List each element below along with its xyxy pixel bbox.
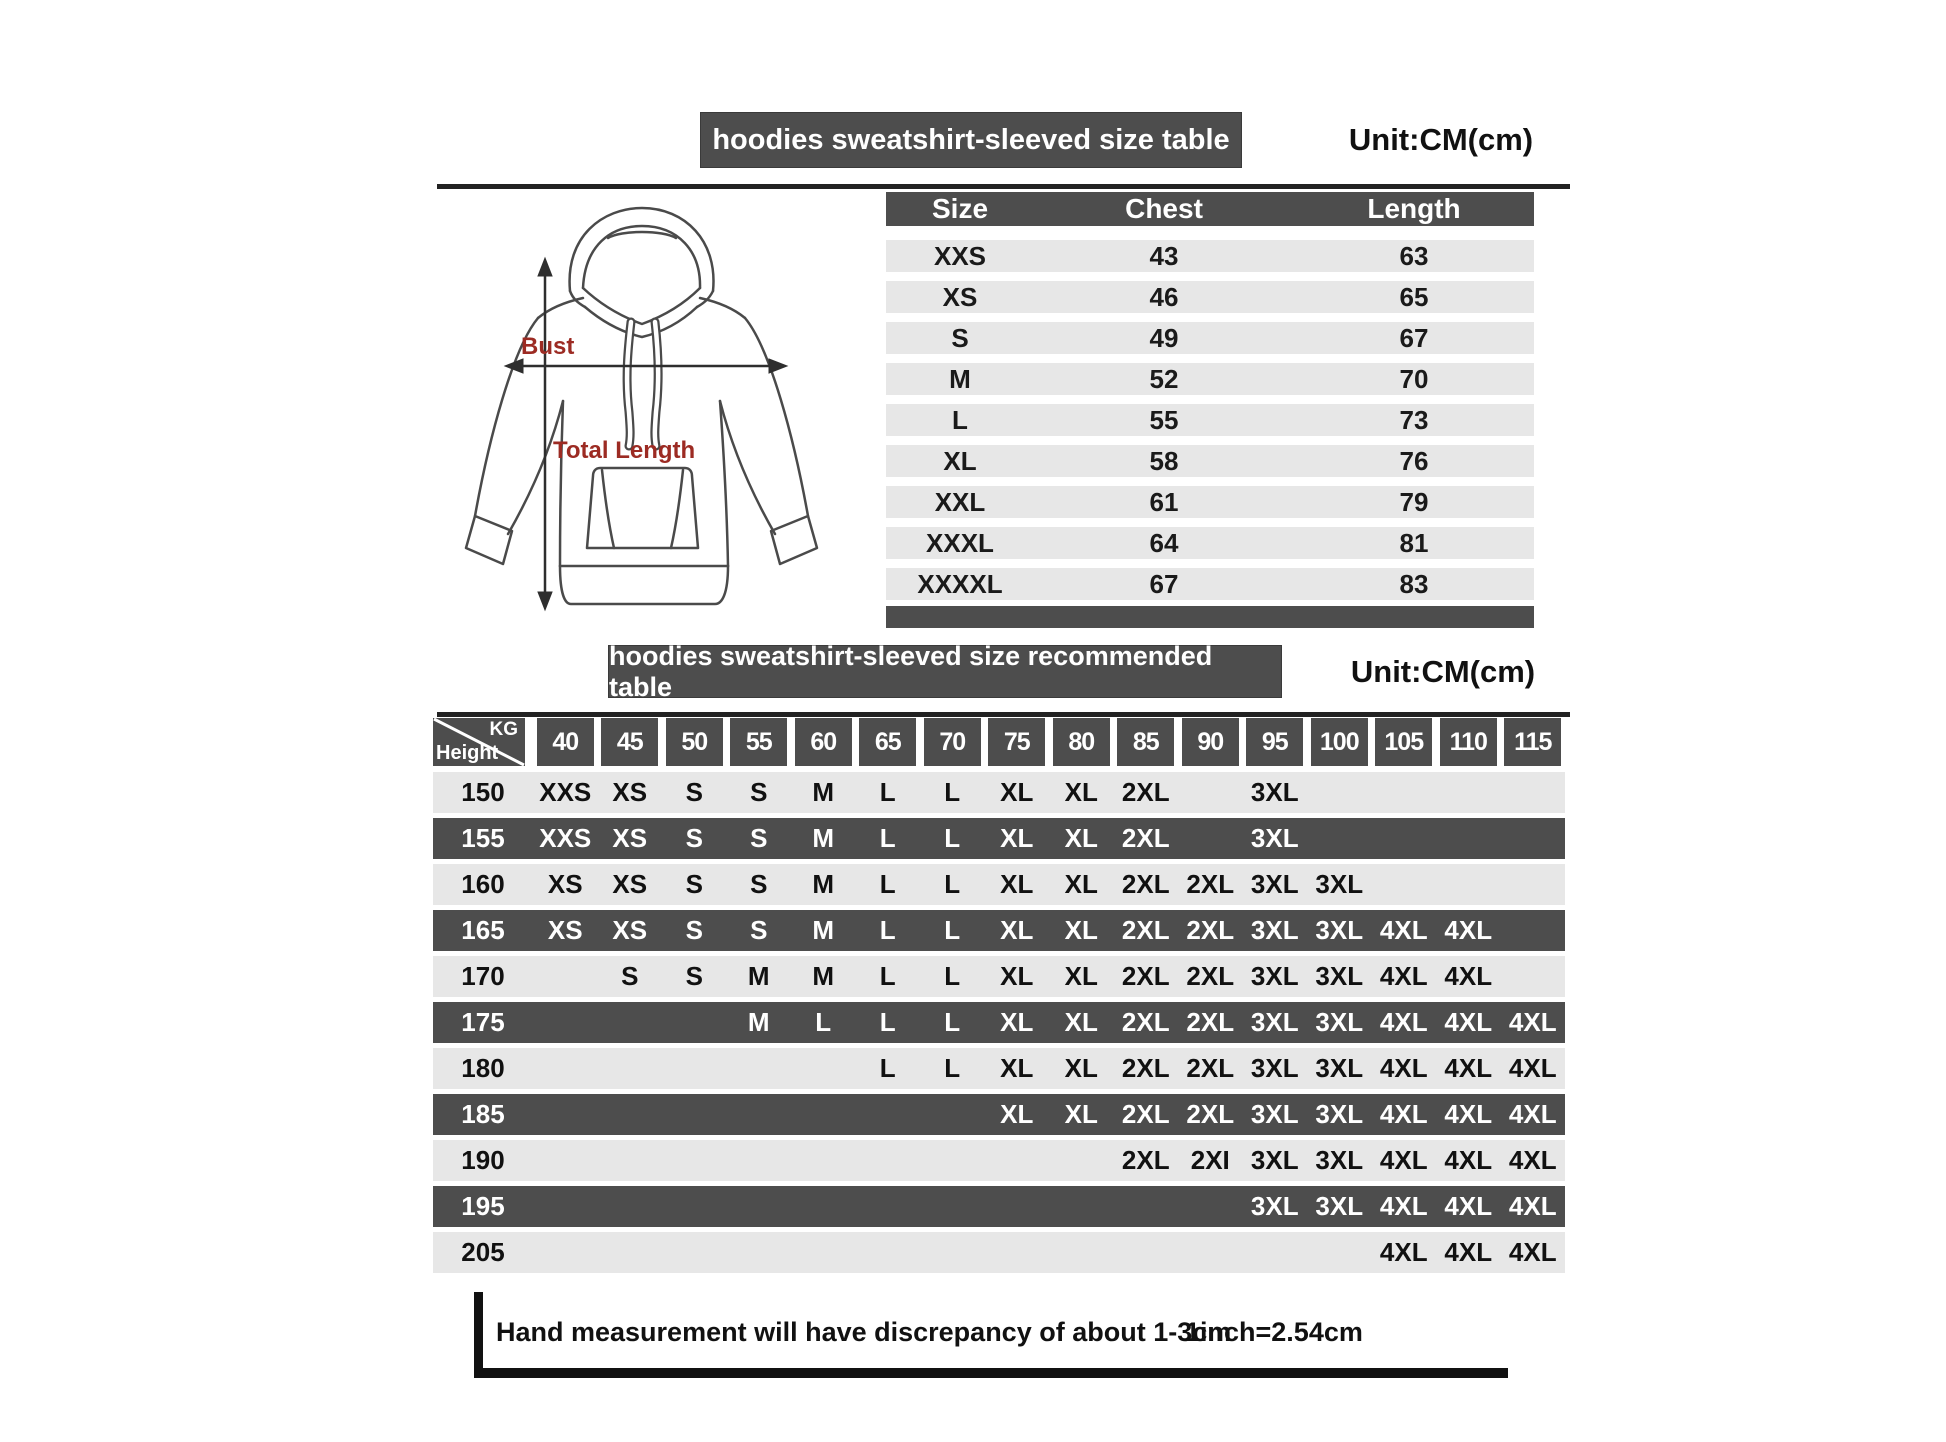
matrix-row xyxy=(433,1094,1565,1135)
recommended-size-cell: S xyxy=(685,961,703,991)
recommended-size-cell: XS xyxy=(612,869,648,899)
height-row-label: 175 xyxy=(461,1007,505,1037)
matrix-row xyxy=(433,772,1565,813)
recommended-size-cell: XL xyxy=(1064,869,1098,899)
weight-header-cell: 95 xyxy=(1246,718,1303,766)
size-cell-length: 65 xyxy=(1399,282,1429,312)
recommended-size-cell xyxy=(856,1186,921,1227)
size-cell-chest: 61 xyxy=(1149,487,1179,517)
recommended-size-cell xyxy=(1436,818,1501,859)
weight-header-cell: 110 xyxy=(1440,718,1497,766)
recommended-size-cell: 3XL xyxy=(1250,961,1299,991)
size-cell-label: XXL xyxy=(934,487,986,517)
recommended-size-cell: 3XL xyxy=(1250,869,1299,899)
size-cell-label: XXS xyxy=(933,241,987,271)
recommended-size-cell xyxy=(662,1094,727,1135)
recommended-size-cell xyxy=(662,1186,727,1227)
size-cell-chest: 46 xyxy=(1149,282,1179,312)
recommended-size-cell: 4XL xyxy=(1444,961,1493,991)
recommended-size-cell: 4XL xyxy=(1444,915,1493,945)
size-cell-label: S xyxy=(951,323,969,353)
height-row-label: 160 xyxy=(461,869,505,899)
footer-left-bar xyxy=(474,1292,483,1378)
size-cell-length: 70 xyxy=(1399,364,1429,394)
recommended-size-cell: M xyxy=(812,823,835,853)
recommended-size-cell: 3XL xyxy=(1315,1191,1364,1221)
recommended-size-cell: XL xyxy=(1064,961,1098,991)
recommended-size-cell: S xyxy=(685,915,703,945)
recommended-size-cell: 2XL xyxy=(1121,777,1170,807)
recommended-size-cell xyxy=(1178,1186,1243,1227)
size-table-header xyxy=(886,192,1534,226)
recommended-size-cell xyxy=(1307,818,1372,859)
size-cell-chest: 58 xyxy=(1149,446,1179,476)
size-table-row xyxy=(886,568,1534,600)
matrix-row xyxy=(433,1002,1565,1043)
recommended-size-cell xyxy=(791,1186,856,1227)
recommended-size-cell: XL xyxy=(1064,1053,1098,1083)
size-cell-chest: 67 xyxy=(1149,569,1179,599)
measurement-note: Hand measurement will have discrepancy of about 1-3cm xyxy=(496,1317,1232,1347)
recommended-size-cell: 3XL xyxy=(1250,1007,1299,1037)
recommended-size-cell: 3XL xyxy=(1315,915,1364,945)
recommended-size-cell xyxy=(1049,1186,1114,1227)
recommended-size-cell xyxy=(1436,864,1501,905)
recommended-size-cell: XL xyxy=(1000,1099,1034,1129)
height-row-label: 185 xyxy=(461,1099,505,1129)
recommended-size-cell: XL xyxy=(1000,961,1034,991)
recommended-size-cell: 3XL xyxy=(1250,777,1299,807)
recommended-size-cell: XS xyxy=(612,823,648,853)
recommended-size-cell xyxy=(791,1232,856,1273)
unit-label-1: Unit:CM(cm) xyxy=(1348,122,1534,157)
recommended-size-cell xyxy=(1372,818,1437,859)
recommended-size-cell xyxy=(662,1002,727,1043)
recommended-size-cell: 4XL xyxy=(1444,1237,1493,1267)
recommended-size-cell: L xyxy=(815,1007,832,1037)
size-table-title: hoodies sweatshirt-sleeved size table xyxy=(712,123,1230,156)
inch-conversion-note: 1inch=2.54cm xyxy=(1185,1317,1363,1347)
weight-header-cell: 65 xyxy=(859,718,916,766)
recommended-size-matrix xyxy=(433,718,1565,1278)
recommended-size-cell: 4XL xyxy=(1444,1007,1493,1037)
recommended-size-cell: L xyxy=(879,961,896,991)
recommended-size-cell: XL xyxy=(1064,823,1098,853)
recommended-size-cell: L xyxy=(944,823,961,853)
recommended-size-cell: XL xyxy=(1000,869,1034,899)
size-cell-length: 79 xyxy=(1399,487,1429,517)
recommended-size-cell: 3XL xyxy=(1315,961,1364,991)
recommended-size-cell xyxy=(1307,772,1372,813)
recommended-size-cell: XL xyxy=(1064,1099,1098,1129)
height-row-label: 155 xyxy=(461,823,505,853)
matrix-row xyxy=(433,1048,1565,1089)
recommended-size-cell: XS xyxy=(612,915,648,945)
recommended-size-cell: S xyxy=(750,777,768,807)
matrix-row xyxy=(433,910,1565,951)
weight-header-cell: 40 xyxy=(537,718,594,766)
recommended-size-cell: 2XL xyxy=(1186,961,1235,991)
recommended-size-cell: 2XL xyxy=(1121,1053,1170,1083)
recommended-size-cell xyxy=(1114,1186,1179,1227)
size-cell-length: 83 xyxy=(1399,569,1429,599)
height-row-label: 205 xyxy=(461,1237,505,1267)
recommended-size-cell: 3XL xyxy=(1250,823,1299,853)
recommended-size-cell: 2XL xyxy=(1186,1053,1235,1083)
recommended-size-cell: 4XL xyxy=(1379,915,1428,945)
recommended-size-cell xyxy=(791,1048,856,1089)
size-cell-chest: 64 xyxy=(1149,528,1179,558)
recommended-size-cell xyxy=(727,1048,792,1089)
recommended-size-cell: 2XL xyxy=(1121,1007,1170,1037)
recommended-size-cell: 4XL xyxy=(1379,1145,1428,1175)
recommended-size-cell: L xyxy=(879,915,896,945)
recommended-size-cell: S xyxy=(685,777,703,807)
recommended-size-cell xyxy=(727,1232,792,1273)
recommended-size-cell: M xyxy=(812,915,835,945)
recommended-size-cell: S xyxy=(750,823,768,853)
recommended-size-cell xyxy=(856,1094,921,1135)
recommended-size-cell xyxy=(920,1232,985,1273)
size-cell-length: 76 xyxy=(1399,446,1429,476)
recommended-size-cell: L xyxy=(879,777,896,807)
height-row-label: 195 xyxy=(461,1191,505,1221)
recommended-size-cell xyxy=(1178,818,1243,859)
recommended-size-cell xyxy=(1243,1232,1308,1273)
matrix-header-row xyxy=(433,718,1565,766)
recommended-table-title: hoodies sweatshirt-sleeved size recommended table xyxy=(609,640,1213,702)
weight-header-cell: 70 xyxy=(924,718,981,766)
weight-header-cell: 45 xyxy=(601,718,658,766)
recommended-size-cell xyxy=(727,1094,792,1135)
recommended-size-cell: 3XL xyxy=(1250,1053,1299,1083)
size-cell-label: XL xyxy=(943,446,977,476)
recommended-size-cell xyxy=(985,1140,1050,1181)
recommended-size-cell: XL xyxy=(1000,1007,1034,1037)
size-table-row xyxy=(886,322,1534,354)
size-cell-chest: 43 xyxy=(1149,241,1179,271)
hoodie-outline xyxy=(466,208,817,604)
weight-header-cell: 60 xyxy=(795,718,852,766)
drawstrings xyxy=(627,322,658,446)
matrix-row xyxy=(433,1232,1565,1273)
height-corner-label: Height xyxy=(436,742,499,764)
weight-header-cell: 50 xyxy=(666,718,723,766)
recommended-size-cell: 4XL xyxy=(1379,1053,1428,1083)
recommended-size-cell xyxy=(727,1186,792,1227)
size-table-title-bar xyxy=(700,112,1242,168)
recommended-size-cell: 4XL xyxy=(1379,1099,1428,1129)
column-header-chest: Chest xyxy=(1125,193,1203,224)
recommended-size-cell: L xyxy=(879,1053,896,1083)
size-table-row xyxy=(886,240,1534,272)
bust-arrow xyxy=(505,359,787,373)
recommended-size-cell: 2XL xyxy=(1121,869,1170,899)
divider-2 xyxy=(437,712,1570,717)
recommended-size-cell xyxy=(1178,772,1243,813)
size-table-footer-bar xyxy=(886,606,1534,628)
recommended-size-cell xyxy=(1307,1232,1372,1273)
recommended-size-cell: 4XL xyxy=(1508,1099,1557,1129)
recommended-size-cell: S xyxy=(750,869,768,899)
height-row-label: 150 xyxy=(461,777,505,807)
recommended-size-cell: XXS xyxy=(539,777,592,807)
recommended-size-cell: 4XL xyxy=(1508,1237,1557,1267)
recommended-size-cell: 4XL xyxy=(1379,1007,1428,1037)
recommended-size-cell xyxy=(1436,772,1501,813)
recommended-size-cell: S xyxy=(685,823,703,853)
recommended-size-cell: 3XL xyxy=(1315,1007,1364,1037)
weight-header-cell: 75 xyxy=(988,718,1045,766)
recommended-size-cell xyxy=(1372,772,1437,813)
recommended-size-cell xyxy=(1049,1140,1114,1181)
size-cell-chest: 55 xyxy=(1149,405,1179,435)
recommended-size-cell xyxy=(920,1140,985,1181)
recommended-size-cell: XXS xyxy=(539,823,592,853)
recommended-size-cell xyxy=(662,1140,727,1181)
recommended-size-cell: S xyxy=(750,915,768,945)
recommended-size-cell xyxy=(598,1094,663,1135)
recommended-size-cell xyxy=(533,1186,598,1227)
total-length-label: Total Length xyxy=(553,437,696,464)
recommended-size-cell xyxy=(985,1232,1050,1273)
size-table-row xyxy=(886,527,1534,559)
size-cell-label: L xyxy=(952,405,968,435)
size-table-rows xyxy=(886,240,1534,609)
column-header-length: Length xyxy=(1367,193,1461,224)
divider-1 xyxy=(437,184,1570,189)
recommended-size-cell: S xyxy=(685,869,703,899)
recommended-size-cell xyxy=(533,1232,598,1273)
recommended-size-cell: L xyxy=(879,823,896,853)
recommended-size-cell: M xyxy=(747,1007,770,1037)
height-row-label: 170 xyxy=(461,961,505,991)
recommended-size-cell xyxy=(662,1232,727,1273)
recommended-size-cell: 2XL xyxy=(1186,1099,1235,1129)
recommended-size-cell xyxy=(662,1048,727,1089)
size-table-row xyxy=(886,404,1534,436)
recommended-size-cell: L xyxy=(944,777,961,807)
recommended-size-cell xyxy=(1501,864,1566,905)
recommended-size-cell: L xyxy=(944,915,961,945)
recommended-size-cell: 3XL xyxy=(1315,1145,1364,1175)
recommended-size-cell: 3XL xyxy=(1315,1099,1364,1129)
recommended-size-cell: 3XL xyxy=(1250,1191,1299,1221)
recommended-size-cell: 2XL xyxy=(1121,961,1170,991)
recommended-table-title-bar xyxy=(608,640,1282,702)
recommended-size-cell: M xyxy=(747,961,770,991)
matrix-rows xyxy=(433,772,1565,1278)
kg-corner-label: KG xyxy=(489,719,518,740)
recommended-size-cell: L xyxy=(944,869,961,899)
recommended-size-cell: XS xyxy=(612,777,648,807)
recommended-size-cell xyxy=(1501,818,1566,859)
recommended-size-cell: L xyxy=(944,1053,961,1083)
recommended-size-cell: XL xyxy=(1000,777,1034,807)
recommended-size-cell xyxy=(533,1140,598,1181)
recommended-size-cell: 4XL xyxy=(1379,961,1428,991)
weight-header-cell: 55 xyxy=(730,718,787,766)
recommended-size-cell: XS xyxy=(547,915,583,945)
recommended-size-cell: 2XL xyxy=(1121,1145,1170,1175)
recommended-size-cell xyxy=(791,1140,856,1181)
recommended-size-cell: 4XL xyxy=(1508,1053,1557,1083)
recommended-size-cell xyxy=(920,1094,985,1135)
recommended-size-cell xyxy=(791,1094,856,1135)
matrix-row xyxy=(433,1140,1565,1181)
recommended-size-cell: XL xyxy=(1064,1007,1098,1037)
recommended-size-cell: 2XL xyxy=(1121,1099,1170,1129)
recommended-size-cell: 4XL xyxy=(1508,1145,1557,1175)
recommended-size-cell xyxy=(1501,956,1566,997)
recommended-size-cell: 2XL xyxy=(1121,823,1170,853)
size-cell-label: XXXXL xyxy=(917,569,1003,599)
recommended-size-cell: M xyxy=(812,961,835,991)
recommended-size-cell xyxy=(598,1048,663,1089)
recommended-size-cell xyxy=(533,956,598,997)
size-cell-label: XS xyxy=(942,282,978,312)
recommended-size-cell: L xyxy=(879,869,896,899)
recommended-size-cell: XL xyxy=(1064,777,1098,807)
weight-header-cell: 90 xyxy=(1182,718,1239,766)
recommended-size-cell: XL xyxy=(1000,823,1034,853)
recommended-size-cell xyxy=(533,1002,598,1043)
recommended-size-cell: 3XL xyxy=(1250,1145,1299,1175)
recommended-size-cell: 4XL xyxy=(1379,1237,1428,1267)
recommended-size-cell xyxy=(1501,772,1566,813)
size-cell-length: 81 xyxy=(1399,528,1429,558)
height-row-label: 180 xyxy=(461,1053,505,1083)
hoodie-diagram xyxy=(445,196,840,621)
recommended-size-cell xyxy=(856,1140,921,1181)
recommended-size-cell: S xyxy=(621,961,639,991)
height-row-label: 165 xyxy=(461,915,505,945)
recommended-size-cell: M xyxy=(812,869,835,899)
matrix-row xyxy=(433,956,1565,997)
recommended-size-cell xyxy=(856,1232,921,1273)
matrix-row xyxy=(433,864,1565,905)
unit-label-2: Unit:CM(cm) xyxy=(1350,653,1536,689)
weight-header-cell: 100 xyxy=(1311,718,1368,766)
recommended-size-cell xyxy=(727,1140,792,1181)
recommended-size-cell: 2XL xyxy=(1186,869,1235,899)
height-row-label: 190 xyxy=(461,1145,505,1175)
recommended-size-cell: L xyxy=(879,1007,896,1037)
recommended-size-cell: L xyxy=(944,1007,961,1037)
recommended-size-cell: 4XL xyxy=(1379,1191,1428,1221)
recommended-size-cell xyxy=(985,1186,1050,1227)
recommended-size-cell xyxy=(1372,864,1437,905)
recommended-size-cell: 2XL xyxy=(1186,915,1235,945)
recommended-size-cell: XS xyxy=(547,869,583,899)
recommended-size-cell xyxy=(533,1094,598,1135)
recommended-size-cell: XL xyxy=(1064,915,1098,945)
recommended-size-cell xyxy=(533,1048,598,1089)
recommended-size-cell: XL xyxy=(1000,915,1034,945)
column-header-size: Size xyxy=(931,193,989,224)
size-table-row xyxy=(886,281,1534,313)
size-cell-label: XXXL xyxy=(926,528,994,558)
size-table-row xyxy=(886,486,1534,518)
recommended-size-cell: 4XL xyxy=(1444,1191,1493,1221)
recommended-size-cell: 2XI xyxy=(1190,1145,1230,1175)
matrix-row xyxy=(433,1186,1565,1227)
recommended-size-cell: 2XL xyxy=(1186,1007,1235,1037)
weight-header-cell: 115 xyxy=(1504,718,1561,766)
recommended-size-cell: 3XL xyxy=(1250,1099,1299,1129)
size-cell-label: M xyxy=(949,364,971,394)
recommended-size-cell: 4XL xyxy=(1508,1007,1557,1037)
recommended-size-cell xyxy=(1114,1232,1179,1273)
footer-bottom-line xyxy=(474,1368,1508,1378)
size-table-row xyxy=(886,363,1534,395)
recommended-size-cell xyxy=(1178,1232,1243,1273)
recommended-size-cell xyxy=(598,1186,663,1227)
weight-header-cell: 85 xyxy=(1117,718,1174,766)
weight-header-cell: 80 xyxy=(1053,718,1110,766)
size-cell-chest: 49 xyxy=(1149,323,1179,353)
recommended-size-cell: XL xyxy=(1000,1053,1034,1083)
recommended-size-cell xyxy=(598,1140,663,1181)
size-table-row xyxy=(886,445,1534,477)
recommended-size-cell: 4XL xyxy=(1508,1191,1557,1221)
size-cell-length: 67 xyxy=(1399,323,1429,353)
size-cell-chest: 52 xyxy=(1149,364,1179,394)
weight-header-cell: 105 xyxy=(1375,718,1432,766)
size-table xyxy=(886,192,1534,636)
kg-height-corner-cell xyxy=(433,718,525,766)
recommended-size-cell xyxy=(920,1186,985,1227)
recommended-size-cell: 4XL xyxy=(1444,1099,1493,1129)
recommended-size-cell: L xyxy=(944,961,961,991)
size-cell-length: 73 xyxy=(1399,405,1429,435)
recommended-size-cell: 3XL xyxy=(1315,1053,1364,1083)
size-cell-length: 63 xyxy=(1399,241,1429,271)
recommended-size-cell: 3XL xyxy=(1315,869,1364,899)
recommended-size-cell: 2XL xyxy=(1121,915,1170,945)
recommended-size-cell: 4XL xyxy=(1444,1053,1493,1083)
recommended-size-cell xyxy=(598,1002,663,1043)
recommended-size-cell xyxy=(598,1232,663,1273)
recommended-size-cell: M xyxy=(812,777,835,807)
bust-label: Bust xyxy=(521,333,575,360)
recommended-size-cell: 3XL xyxy=(1250,915,1299,945)
recommended-size-cell xyxy=(1501,910,1566,951)
matrix-row xyxy=(433,818,1565,859)
recommended-size-cell xyxy=(1049,1232,1114,1273)
recommended-size-cell: 4XL xyxy=(1444,1145,1493,1175)
